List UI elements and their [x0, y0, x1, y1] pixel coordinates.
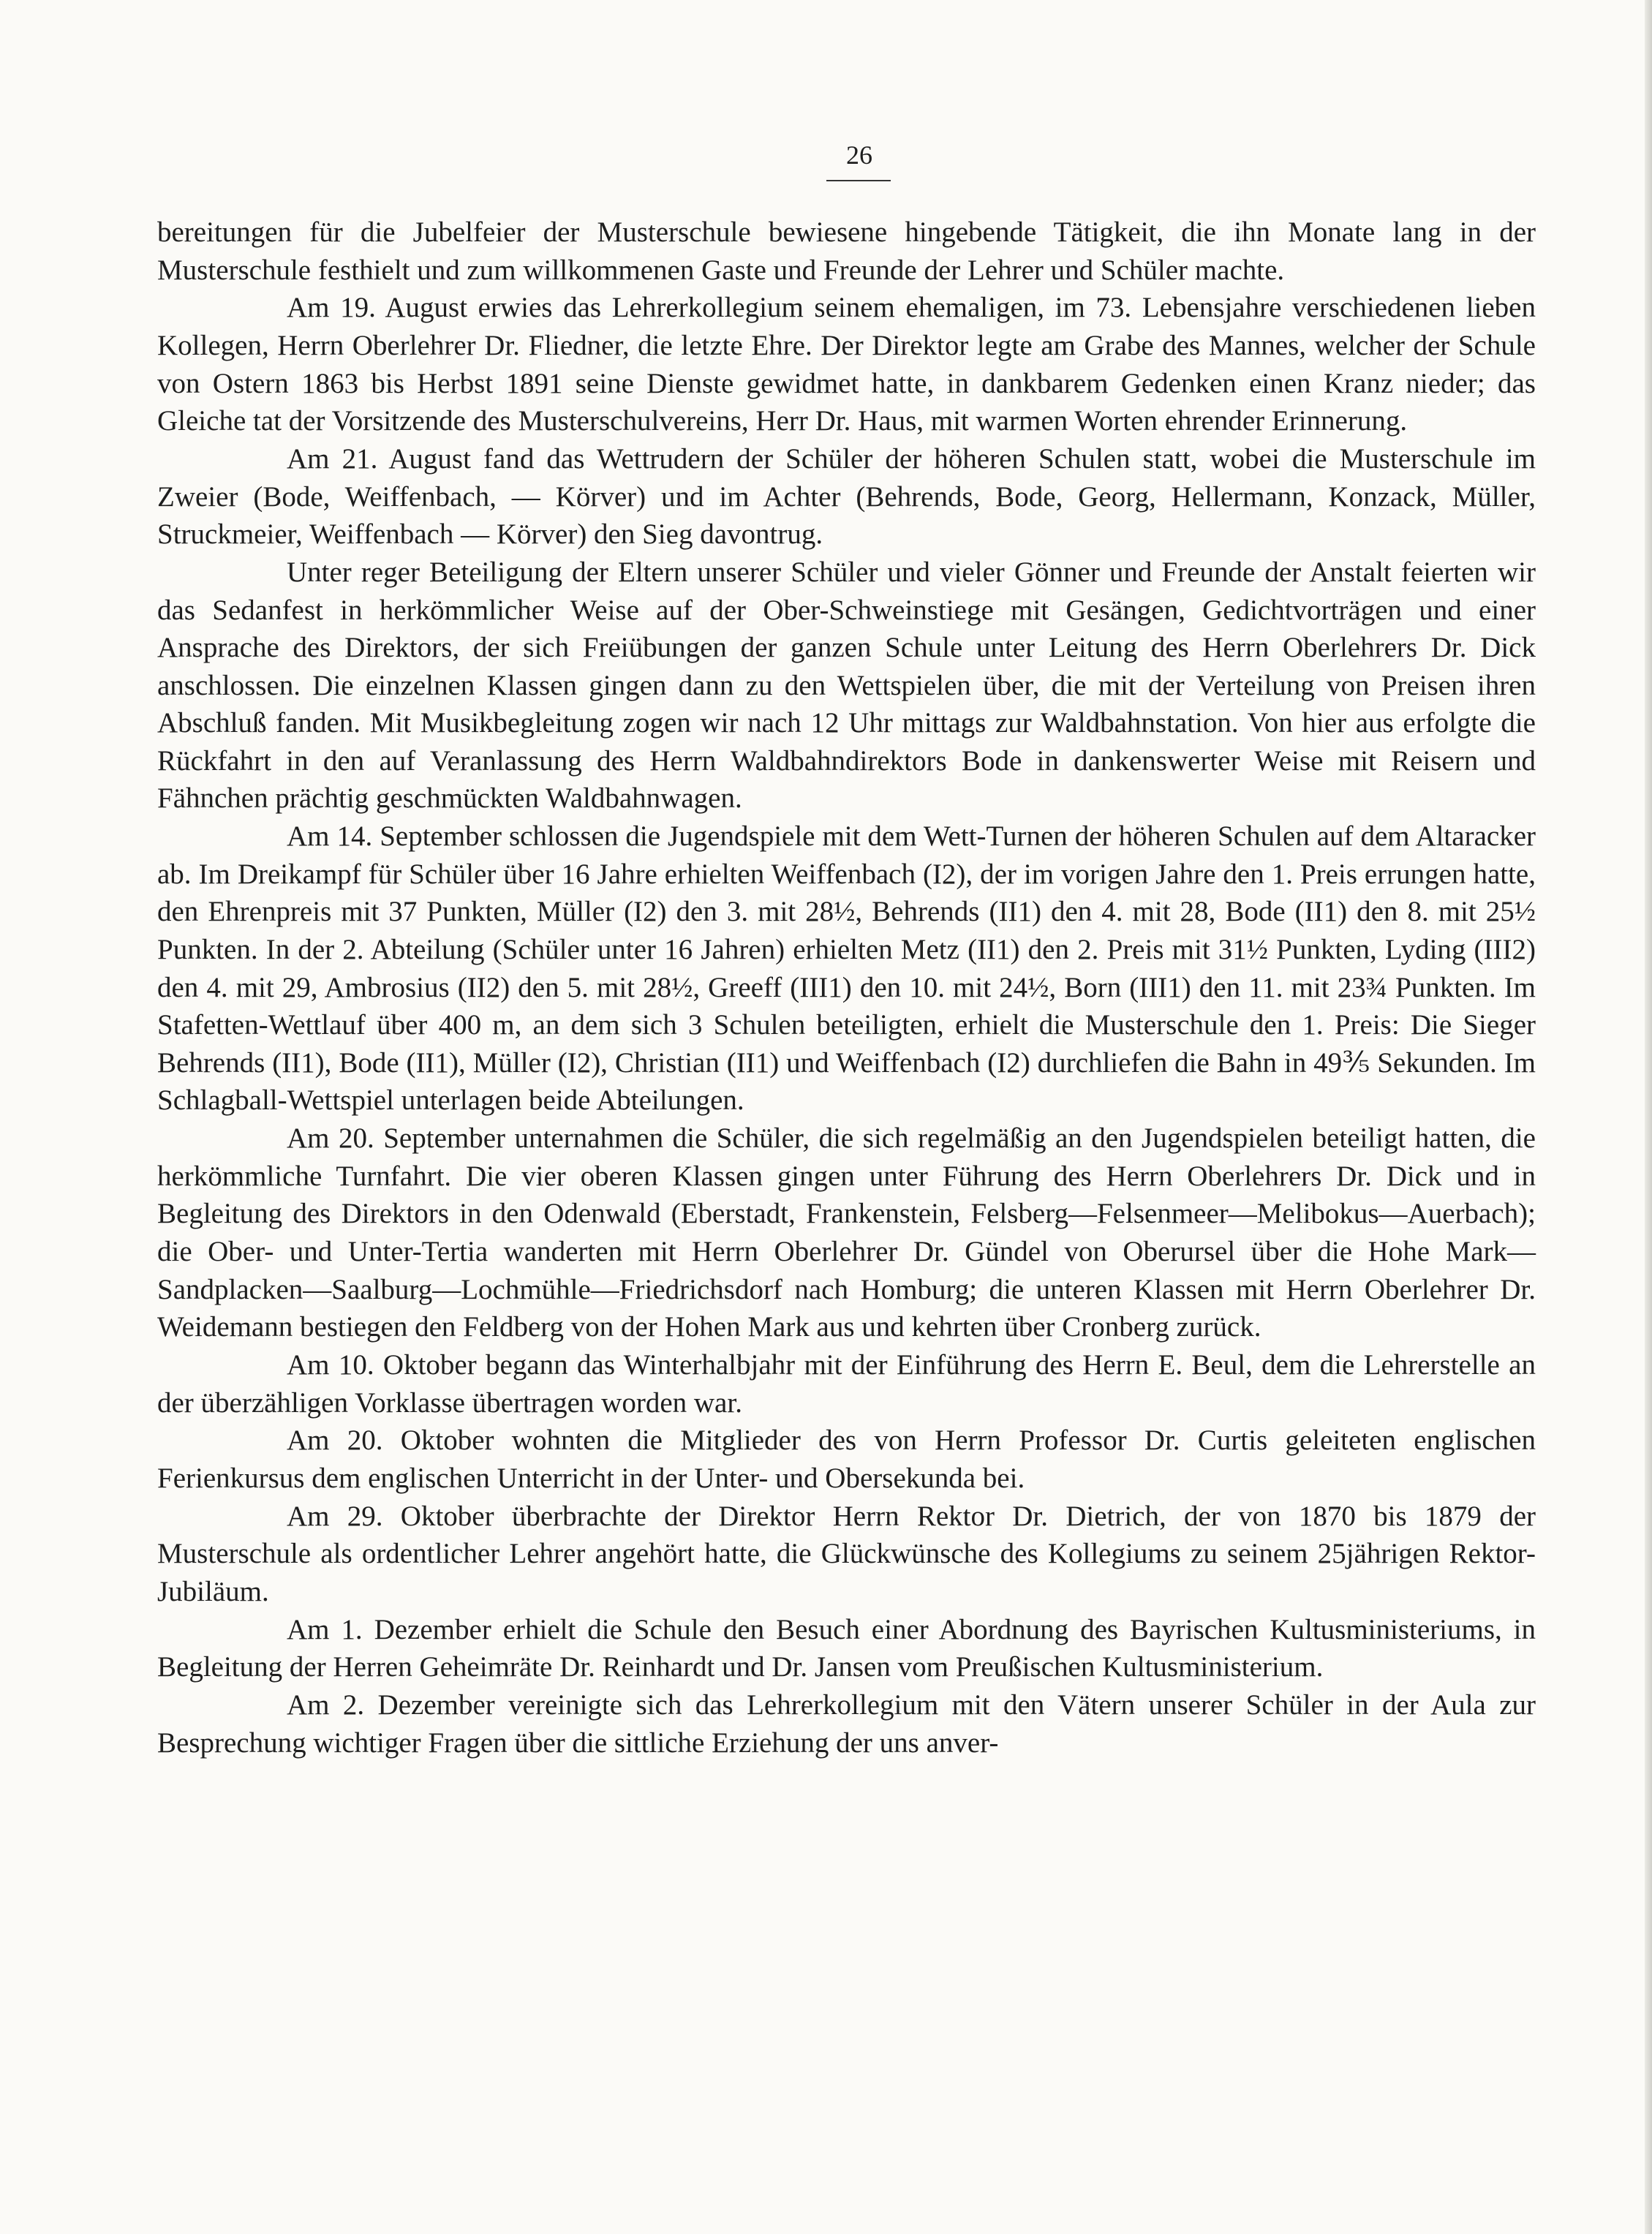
paragraph-29-oktober: Am 29. Oktober überbrachte der Direktor Herrn Rektor Dr. Dietrich, der von 1870 bis 1879 der Musterschule als ordentlicher Lehrer angehört hatte, die Glückwünsche des Kollegiums zu seinem 25jährigen Rektor-Jubiläum.: [157, 1500, 1536, 1607]
page-number: 26: [846, 140, 872, 170]
paragraph-19-august: Am 19. August erwies das Lehrerkollegium seinem ehemaligen, im 73. Lebensjahre verschiedenen lieben Kollegen, Herrn Oberlehrer Dr. Fliedner, die letzte Ehre. Der Direktor legte am Grabe des Mannes, welcher der Schule von Ostern 1863 bis Herbst 1891 seine Dienste gewidmet hatte, in dankbarem Gedenken einen Kranz nieder; das Gleiche tat der Vorsitzende des Musterschulvereins, Herr Dr. Haus, mit warmen Worten ehrender Erinnerung.: [157, 292, 1536, 437]
paragraph-20-oktober: Am 20. Oktober wohnten die Mitglieder des von Herrn Professor Dr. Curtis geleiteten englischen Ferienkursus dem englischen Unterricht in der Unter- und Obersekunda bei.: [157, 1424, 1536, 1494]
paragraph-14-september: Am 14. September schlossen die Jugendspiele mit dem Wett-Turnen der höheren Schulen auf dem Altaracker ab. Im Dreikampf für Schüler über 16 Jahre erhielten Weiffenbach (I2), der im vorigen Jahre den 1. Preis errungen hatte, den Ehrenpreis mit 37 Punkten, Müller (I2) den 3. mit 28½, Behrends (II1) den 4. mit 28, Bode (II1) den 8. mit 25½ Punkten. In der 2. Abteilung (Schüler unter 16 Jahren) erhielten Metz (II1) den 2. Preis mit 31½ Punkten, Lyding (III2) den 4. mit 29, Ambrosius (II2) den 5. mit 28½, Greeff (III1) den 10. mit 24½, Born (III1) den 11. mit 23¾ Punkten. Im Stafetten-Wettlauf über 400 m, an dem sich 3 Schulen beteiligten, erhielt die Musterschule den 1. Preis: Die Sieger Behrends (II1), Bode (II1), Müller (I2), Christian (II1) und Weiffenbach (I2) durchliefen die Bahn in 49⅗ Sekunden. Im Schlagball-Wettspiel unterlagen beide Abteilungen.: [157, 820, 1536, 1117]
paragraph-20-september: Am 20. September unternahmen die Schüler, die sich regelmäßig an den Jugendspielen beteiligt hatten, die herkömmliche Turnfahrt. Die vier oberen Klassen gingen unter Führung des Herrn Oberlehrers Dr. Dick und in Begleitung des Direktors in den Odenwald (Eberstadt, Frankenstein, Felsberg—Felsenmeer—Melibokus—Auerbach); die Ober- und Unter-Tertia wanderten mit Herrn Oberlehrer Dr. Gündel von Oberursel über die Hohe Mark—Sandplacken—Saalburg—Lochmühle—Friedrichsdorf nach Homburg; die unteren Klassen mit Herrn Oberlehrer Dr. Weidemann bestiegen den Feldberg von der Hohen Mark aus und kehrten über Cronberg zurück.: [157, 1122, 1536, 1343]
paragraph-10-oktober: Am 10. Oktober begann das Winterhalbjahr mit der Einführung des Herrn E. Beul, dem die Lehrerstelle an der überzähligen Vorklasse übertragen worden war.: [157, 1348, 1536, 1419]
page-number-rule: [826, 180, 891, 181]
body-text: [157, 214, 1536, 1762]
page-edge-shadow: [1645, 0, 1652, 2234]
paragraph-sedanfest: Unter reger Beteiligung der Eltern unserer Schüler und vieler Gönner und Freunde der Anstalt feierten wir das Sedanfest in herkömmlicher Weise auf der Ober-Schweinstiege mit Gesängen, Gedichtvorträgen und einer Ansprache des Direktors, der sich Freiübungen der ganzen Schule unter Leitung des Herrn Oberlehrers Dr. Dick anschlossen. Die einzelnen Klassen gingen dann zu den Wettspielen über, die mit der Verteilung von Preisen ihren Abschluß fanden. Mit Musikbegleitung zogen wir nach 12 Uhr mittags zur Waldbahnstation. Von hier aus erfolgte die Rückfahrt in den auf Veranlassung des Herrn Waldbahndirektors Bode in dankenswerter Weise mit Reisern und Fähnchen prächtig geschmückten Waldbahnwagen.: [157, 556, 1536, 815]
paragraph-1-dezember: Am 1. Dezember erhielt die Schule den Besuch einer Abordnung des Bayrischen Kultusministeriums, in Begleitung der Herren Geheimräte Dr. Reinhardt und Dr. Jansen vom Preußischen Kultusministerium.: [157, 1613, 1536, 1683]
paragraph-21-august: Am 21. August fand das Wettrudern der Schüler der höheren Schulen statt, wobei die Musterschule im Zweier (Bode, Weiffenbach, — Körver) und im Achter (Behrends, Bode, Georg, Hellermann, Konzack, Müller, Struckmeier, Weiffenbach — Körver) den Sieg davontrug.: [157, 442, 1536, 551]
paragraph-2-dezember: Am 2. Dezember vereinigte sich das Lehrerkollegium mit den Vätern unserer Schüler in der Aula zur Besprechung wichtiger Fragen über die sittliche Erziehung der uns anver-: [157, 1689, 1536, 1759]
paragraph-jubelfeier-continuation: bereitungen für die Jubelfeier der Musterschule bewiesene hingebende Tätigkeit, die ihn Monate lang in der Musterschule festhielt und zum willkommenen Gaste und Freunde der Lehrer und Schüler machte.: [157, 216, 1536, 286]
